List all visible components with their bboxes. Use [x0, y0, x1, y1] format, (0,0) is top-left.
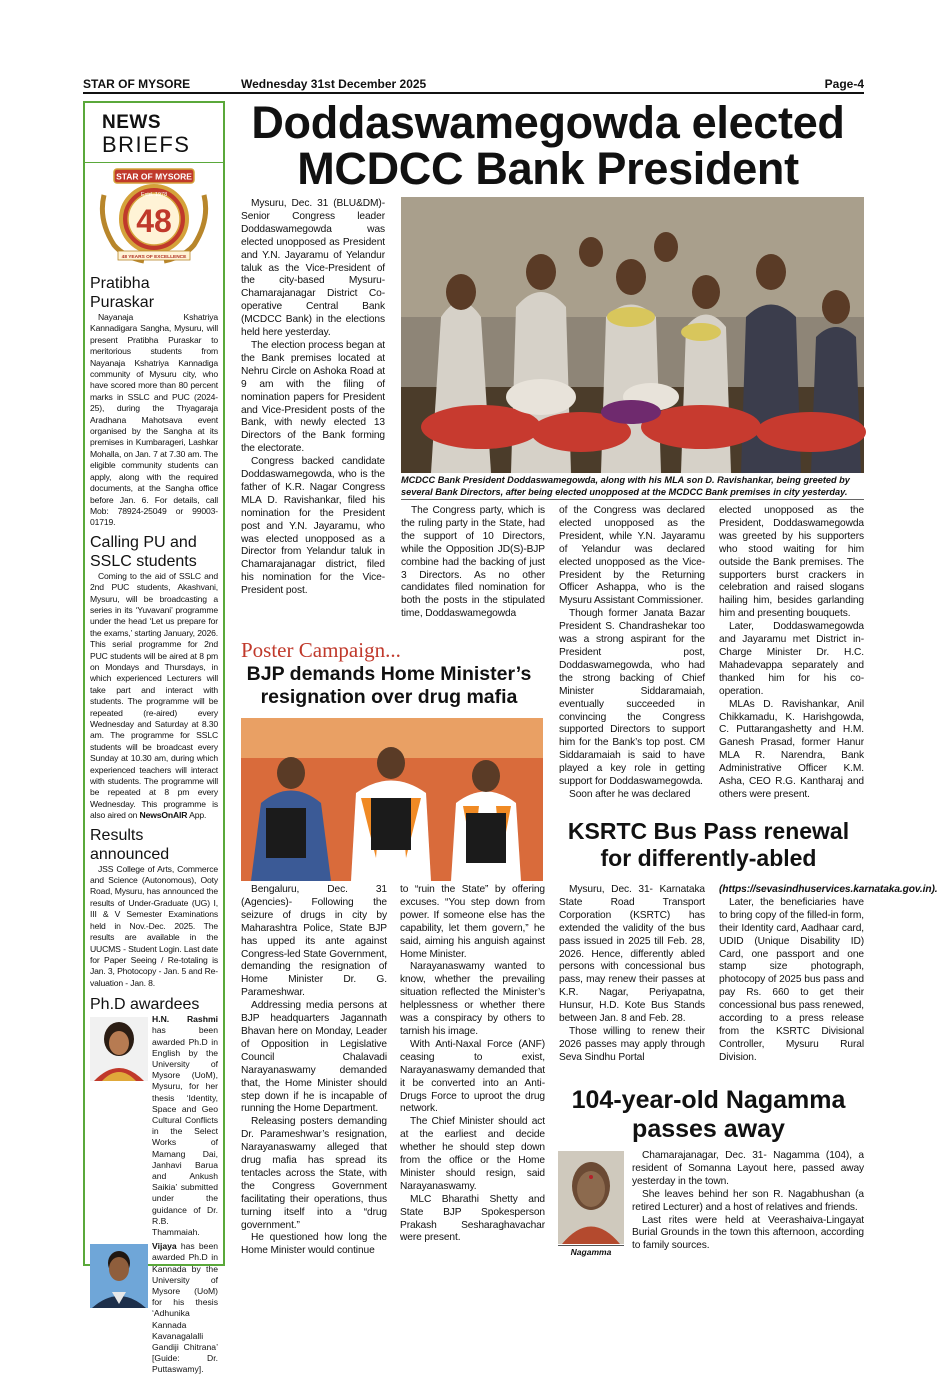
bank-president-greeting-photo: [401, 197, 864, 473]
nagamma-headline-line1: 104-year-old Nagamma: [571, 1086, 846, 1114]
article-paragraph: Though former Janata Bazar President S. Chandrashekar too was a strong aspirant for the President post, Doddaswamegowda, who had the strong backing of Chief Minister Siddaramaiah, eventually succeeded in convincing the Congress supported Directors to support him for the Bank’s top post. CM Siddaramaiah is said to have played a key role in getting support for Doddaswamegowda.: [559, 608, 705, 788]
phd-text-vijaya: [152, 1241, 218, 1375]
article-paragraph: Narayanaswamy wanted to know, whether the prevailing situation reflected the Minister’s helplessness or whether there was a conspiracy by others to tarnish his image.: [400, 961, 545, 1037]
brief-title-calling-pu: Calling PU and SSLC students: [90, 533, 197, 570]
seva-sindhu-link[interactable]: (https://sevasindhuservices.karnataka.gov.in).: [719, 884, 938, 895]
ksrtc-headline-line1: KSRTC Bus Pass renewal: [567, 818, 850, 844]
article-paragraph: Addressing media persons at BJP headquarters Jagannath Bhavan here on Monday, Leader of Opposition in Legislative Council Chalavadi Narayanaswamy demanded that, the Home Minister should step down if he is incapable of running the Home Department.: [241, 1000, 387, 1115]
phd-awardee-vijaya: [90, 1241, 218, 1375]
nagamma-body: [632, 1150, 864, 1253]
caption-rule: [401, 499, 864, 500]
main-story-col2: [401, 505, 545, 621]
logo-top-text: STAR OF MYSORE: [116, 171, 192, 182]
brief-body-pratibha: Nayanaja Kshatriya Kannadigara Sangha, Mysuru, will present Pratibha Puraskar to meritorious students from Nayanaja Kshatriya Kannadiga community of Mysuru city, who have scored more than 80 percent marks in SSLC and PUC (2024-25), during the Thyagaraja Aradhana Mahotsava event organised by the Sangha at its premises in Kumbarageri, Lashkar Mohalla, on Jan. 7 at 7.30 am. The eligible community students can apply, along with the required documents, at the Sangha office before Jan. 6. For details, call Mob: 78924-25049 or 99003-01719.: [90, 312, 218, 528]
article-paragraph: Soon after he was declared: [569, 788, 691, 800]
brief-body-calling-pu-text: Coming to the aid of SSLC and 2nd PUC students, Akashvani, Mysuru, will be broadcasting a series in its ‘Yuvavani’ programme under the head ‘Let us prepare for the exams,’ starting January, 2026. This serial programme for 2nd PUC students will be aired at 8 pm on Mondays and Thursdays, in which experienced Lecturers will take part and interact with students. The programme will be repeated (re-aired) every Wednesday and Saturday at 8.30 am. The programme for SSLC students will be broadcast every Sunday at 10.30 am, during which experienced teachers will interact with students. The programme will be repeated at 8 pm every Wednesday. This programme is also aired on: [90, 570, 218, 821]
nagamma-headline-line2: passes away: [632, 1115, 785, 1143]
brief-body-calling-pu-end: App.: [187, 810, 207, 821]
article-paragraph: With Anti-Naxal Force (ANF) ceasing to exist, Narayanaswamy demanded that it be converted into an Anti-Drugs Force to uproot the drug network.: [400, 1038, 545, 1115]
brief-title-results: Results announced: [90, 826, 170, 863]
news-briefs-sidebar: [83, 101, 225, 1375]
vijaya-photo-icon: [90, 1244, 148, 1308]
news-label: NEWS: [102, 112, 161, 133]
main-photo-caption: MCDCC Bank President Doddaswamegowda, along with his MLA son D. Ravishankar, being greeted by several Bank Directors, after being elected unopposed at the MCDCC Bank premises in city yesterday.: [401, 475, 850, 497]
article-paragraph: Last rites were held at Veerashaiva-Lingayat Burial Grounds in the town this afternoon, according to family sources.: [632, 1214, 864, 1252]
phd-desc-rashmi: has been awarded Ph.D in English by the University of Mysore (UoM), Mysuru, for her thesis ‘Identity, Space and Geo Cultural Conflicts in the Select Works of Mamang Dai, Janhavi Barua and Ankush Saikia’ submitted under the guidance of Dr. R.B. Thammaiah.: [152, 1025, 218, 1237]
main-headline: [232, 97, 864, 194]
brief-body-calling-pu: [90, 571, 218, 822]
phd-name-rashmi: H.N. Rashmi: [152, 1014, 218, 1025]
article-paragraph: Later, the beneficiaries have to bring copy of the filled-in form, their Identity card, Aadhaar card, UDID (Unique Disability ID) Card, one passport and one stamp size photograph, photocopy of 2025 bus pass and pay Rs. 660 to get their concessional bus pass renewed, according to a press release from the KSRTC Divisional Controller, Mysuru Rural Division.: [719, 896, 864, 1063]
article-paragraph: MLAs D. Ravishankar, Anil Chikkamadu, K. Harishgowda, C. Puttarangashetty and H.M. Ganesh Prasad, former Hanur MLA R. Narendra, Bank Administrative Officer K.M. Asha, CEO R.G. Kantharaj and others were present.: [719, 698, 864, 800]
rashmi-photo-icon: [90, 1017, 148, 1081]
nagamma-portrait: [558, 1151, 624, 1244]
brief-title-phd: Ph.D awardees: [90, 996, 200, 1014]
article-paragraph: The Chief Minister should act at the earliest and decide whether he should step down from the office or the Home Minister should resign, said Narayanaswamy.: [400, 1116, 545, 1192]
publication-name: STAR OF MYSORE: [83, 77, 191, 91]
article-paragraph: to “ruin the State” by offering excuses. “You step down from power. If someone else has the capability, let them govern,” he said, aiming his anguish against Home Minister.: [400, 884, 545, 960]
phd-awardee-rashmi: [90, 1014, 218, 1238]
ksrtc-headline-line2: for differently-abled: [600, 845, 817, 871]
nagamma-photo-caption: Nagamma: [558, 1245, 624, 1257]
article-paragraph: Chamarajanagar, Dec. 31- Nagamma (104), a resident of Somanna Layout here, passed away yesterday in the town.: [632, 1150, 864, 1187]
nagamma-headline: [553, 1086, 864, 1144]
article-paragraph: Mysuru, Dec. 31- Karnataka State Road Transport Corporation (KSRTC) has extended the validity of the bus pass issued in 2025 till Feb. 28, 2026. Hence, differently abled persons with concessional bus pass, may renew their passes at K.R. Nagar, Periyapatna, Hunsur, H.D. Kote Bus Stands between Jan. 8 and Feb. 28.: [559, 884, 705, 1025]
ksrtc-col2: [719, 884, 938, 1065]
logo-number: 48: [136, 203, 172, 239]
article-paragraph: The Congress party, which is the ruling party in the State, had the support of 10 Directors, while the Opposition JD(S)-BJP combine had the backing of just 3 Directors. As no other candidates filed nomination for both the posts in the stipulated time, Doddaswamegowda: [401, 505, 545, 620]
briefs-label: BRIEFS: [102, 132, 191, 157]
article-paragraph: Releasing posters demanding Dr. Parameshwar’s resignation, Narayanaswamy alleged that drug mafia has spread its tentacles across the State, with the Congress Government facilitating their operations, thus turning itself into a “drug government.”: [241, 1116, 387, 1231]
article-paragraph: She leaves behind her son R. Nagabhushan (a retired Lecturer) and a host of relatives and friends.: [632, 1188, 864, 1213]
article-paragraph: of the Congress was declared elected unopposed as the President, while Y.N. Jayaramu of Yelandur was declared elected unopposed as the Vice-President by the Returning Officer Ashappa, who is the Mysuru Assistant Commissioner.: [559, 505, 705, 607]
article-paragraph: He questioned how long the Home Minister would continue: [241, 1232, 387, 1257]
phd-text-rashmi: [152, 1014, 218, 1238]
poster-story-col1: [241, 884, 387, 1258]
article-paragraph: Those willing to renew their 2026 passes may apply through Seva Sindhu Portal: [559, 1025, 705, 1063]
ksrtc-headline: [553, 818, 864, 872]
article-paragraph: Later, Doddaswamegowda and Jayaramu met District in-Charge Minister Dr. H.C. Mahadevappa separately and thanked him for his co-operation.: [719, 621, 864, 697]
star-of-mysore-48-emblem-icon: [94, 165, 214, 269]
article-paragraph: The election process began at the Bank premises located at Nehru Circle on Ashoka Road at 9 am with the filing of nomination papers for President and Vice-President posts of the Bank, with newly elected 13 Directors of the Bank forming the electorate.: [241, 339, 385, 455]
newsonair-app-name: NewsOnAIR: [139, 810, 188, 821]
main-story-col1: [241, 198, 385, 598]
logo-motto: 48 YEARS OF EXCELLENCE: [121, 255, 187, 260]
article-paragraph: Congress backed candidate Doddaswamegowda, who is the father of K.R. Nagar Congress MLA D. Ravishankar, filed his nomination for the President post and Y.N. Jayaramu, who was elected unopposed as a Director from Yelandur taluk in Chamarajanagar district, filed his nomination for the Vice-President post.: [241, 456, 385, 597]
header-rule: [83, 92, 864, 94]
anniversary-logo: [90, 163, 218, 271]
poster-story-headline: BJP demands Home Minister’s resignation over drug mafia: [246, 663, 532, 708]
poster-story-col2: [400, 884, 545, 1245]
main-story-col3: [559, 505, 705, 802]
poster-campaign-kicker: Poster Campaign...: [241, 638, 401, 662]
issue-date: Wednesday 31st December 2025: [241, 77, 427, 91]
main-headline-line1: Doddaswamegowda elected: [251, 97, 845, 148]
bjp-poster-release-photo: [241, 718, 543, 881]
phd-desc-vijaya: has been awarded Ph.D in Kannada by the University of Mysore (UoM) for his thesis ‘Adhunika Kannada Kavanagalalli Gandiji Chitrana’ [Guide: Dr. Puttaswamy].: [152, 1241, 218, 1375]
brief-body-results: JSS College of Arts, Commerce and Science (Autonomous), Ooty Road, Mysuru, has announced the results of Under-Graduate (UG) I, III & V Semester Examinations held in Nov.-Dec. 2025. The results are available in the UUCMS - Student Login. Last date for Paper Seeing / Re-totaling is Jan. 3, Photocopy - Jan. 5 and Re-valuation - Jan. 8.: [90, 863, 218, 988]
ksrtc-col1: [559, 884, 705, 1065]
article-paragraph: MLC Bharathi Shetty and State BJP Spokesperson Prakash Sesharaghavachar were present.: [400, 1193, 545, 1244]
brief-title-pratibha: Pratibha Puraskar: [90, 275, 155, 311]
article-paragraph: Bengaluru, Dec. 31 (Agencies)- Following the seizure of drugs in city by Maharashtra Police, State BJP has upped its ante against Congress-led State Government, demanding the resignation of Home Minister Dr. G. Parameshwar.: [241, 884, 387, 999]
article-paragraph: elected unopposed as the President, Doddaswamegowda was greeted by his supporters who stood waiting for him outside the Bank premises. The supporters burst crackers in celebration and raised slogans hailing him, besides garlanding him and presenting bouquets.: [719, 505, 864, 620]
article-paragraph: Mysuru, Dec. 31 (BLU&DM)- Senior Congress leader Doddaswamegowda was elected unopposed as President and Y.N. Jayaramu of Yelandur taluk as the Vice-President of the city-based Mysuru-Chamarajanagar District Co-operative Central Bank (MCDCC Bank) in the elections held here yesterday.: [241, 198, 385, 339]
page-number: Page-4: [824, 77, 864, 91]
main-story-col4: [719, 505, 864, 802]
main-headline-line2: MCDCC Bank President: [297, 143, 799, 194]
phd-name-vijaya: Vijaya: [152, 1241, 177, 1252]
logo-estd-text: Estd. 1978: [140, 192, 168, 198]
